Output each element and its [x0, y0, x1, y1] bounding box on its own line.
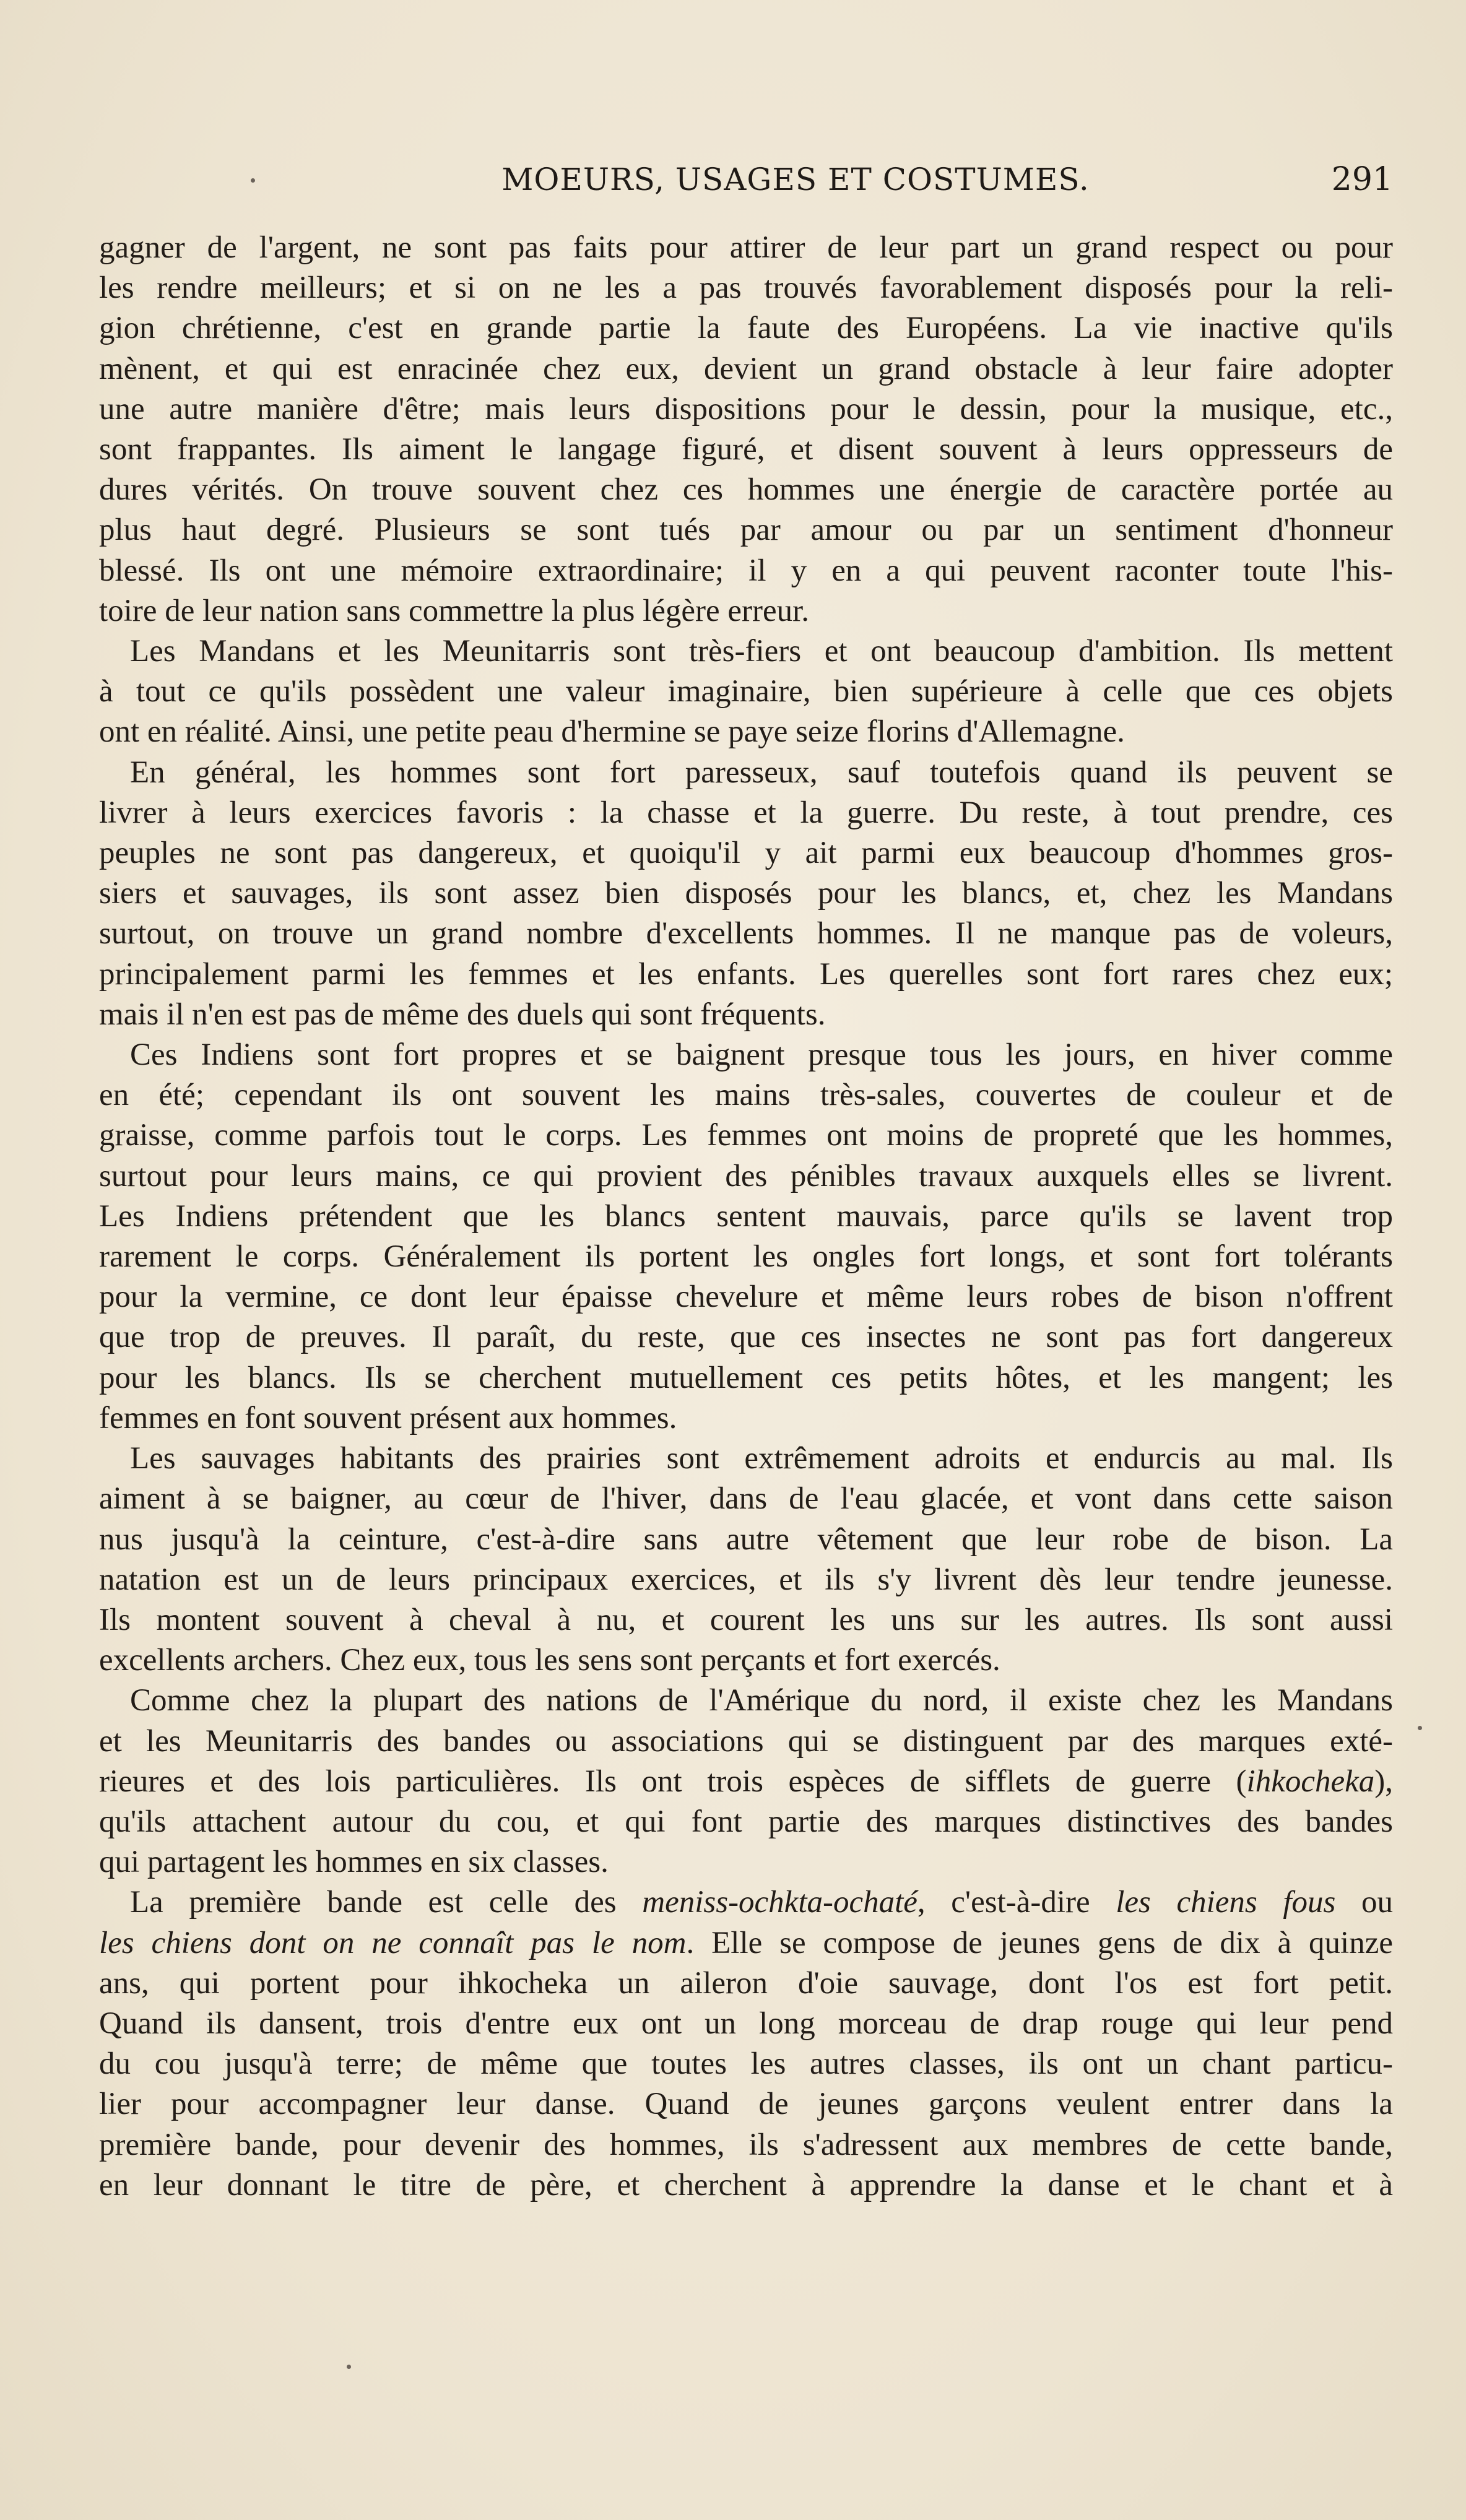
text-line: pour les blancs. Ils se cherchent mutuellement ces petits hôtes, et les mangent; les: [99, 1360, 1393, 1395]
text-line: Comme chez la plupart des nations de l'Amérique du nord, il existe chez les Mandans: [130, 1683, 1393, 1718]
text-line: Les sauvages habitants des prairies sont extrêmement adroits et endurcis au mal. Ils: [130, 1441, 1393, 1476]
text-line: blessé. Ils ont une mémoire extraordinaire; il y en a qui peuvent raconter toute l'his-: [99, 553, 1393, 588]
body-text: [99, 228, 1393, 2206]
text-line: Les Indiens prétendent que les blancs sentent mauvais, parce qu'ils se lavent trop: [99, 1198, 1393, 1234]
text-line: femmes en font souvent présent aux hommes.: [99, 1400, 677, 1435]
italic-term: les chiens dont on ne connaît pas le nom: [99, 1925, 687, 1960]
italic-term: ihkocheka: [1246, 1764, 1375, 1799]
text-line: première bande, pour devenir des hommes, ils s'adressent aux membres de cette bande,: [99, 2127, 1393, 2162]
text-line: rarement le corps. Généralement ils portent les ongles fort longs, et sont fort tolérants: [99, 1239, 1393, 1275]
text-line: surtout, on trouve un grand nombre d'excellents hommes. Il ne manque pas de voleurs,: [99, 916, 1393, 951]
text-line: ans, qui portent pour ihkocheka un aileron d'oie sauvage, dont l'os est fort petit.: [99, 1965, 1393, 2001]
text-line: peuples ne sont pas dangereux, et quoiqu'il y ait parmi eux beaucoup d'hommes gros-: [99, 836, 1393, 871]
text-line: surtout pour leurs mains, ce qui provient des pénibles travaux auxquels elles se livrent.: [99, 1158, 1393, 1193]
text-line: excellents archers. Chez eux, tous les sens sont perçants et fort exercés.: [99, 1643, 1000, 1678]
text-line-with-terms: [99, 1923, 1393, 1964]
text-line: pour la vermine, ce dont leur épaisse chevelure et même leurs robes de bison n'offrent: [99, 1279, 1393, 1315]
text-segment: La première bande est celle des: [130, 1885, 643, 1920]
paper-speck: [1418, 1726, 1422, 1730]
text-line: siers et sauvages, ils sont assez bien disposés pour les blancs, et, chez les Mandans: [99, 876, 1393, 911]
text-line: En général, les hommes sont fort paresseux, sauf toutefois quand ils peuvent se: [130, 755, 1393, 790]
paragraph-5: [99, 1439, 1393, 1681]
text-line: gion chrétienne, c'est en grande partie la faute des Européens. La vie inactive qu'ils: [99, 311, 1393, 346]
running-title: MOEURS, USAGES ET COSTUMES.: [501, 162, 1090, 197]
text-line: les rendre meilleurs; et si on ne les a pas trouvés favorablement disposés pour la reli-: [99, 271, 1393, 306]
text-line: gagner de l'argent, ne sont pas faits pour attirer de leur part un grand respect ou pour: [99, 230, 1393, 265]
text-line: et les Meunitarris des bandes ou associations qui se distinguent par des marques exté-: [99, 1723, 1393, 1759]
text-line-with-terms: [99, 1882, 1393, 1923]
text-segment: rieures et des lois particulières. Ils ont trois espèces de sifflets de guerre (: [99, 1764, 1247, 1799]
text-line-with-term: [99, 1762, 1393, 1802]
page-header: [99, 155, 1393, 204]
paragraph-4: [99, 1035, 1393, 1439]
text-line: lier pour accompagner leur danse. Quand de jeunes garçons veulent entrer dans la: [99, 2087, 1393, 2122]
text-line: aiment à se baigner, au cœur de l'hiver, dans de l'eau glacée, et vont dans cette saison: [99, 1481, 1393, 1517]
text-line: Ils montent souvent à cheval à nu, et courent les uns sur les autres. Ils sont aussi: [99, 1602, 1393, 1637]
text-line: mais il n'en est pas de même des duels qui sont fréquents.: [99, 997, 826, 1032]
text-line: sont frappantes. Ils aiment le langage figuré, et disent souvent à leurs oppresseurs de: [99, 432, 1393, 467]
text-line: nus jusqu'à la ceinture, c'est-à-dire sans autre vêtement que leur robe de bison. La: [99, 1522, 1393, 1557]
text-line: toire de leur nation sans commettre la plus légère erreur.: [99, 593, 810, 628]
text-line: natation est un de leurs principaux exercices, et ils s'y livrent dès leur tendre jeunesse.: [99, 1562, 1393, 1597]
text-line: livrer à leurs exercices favoris : la chasse et la guerre. Du reste, à tout prendre, ces: [99, 795, 1393, 830]
text-line: du cou jusqu'à terre; de même que toutes les autres classes, ils ont un chant particu-: [99, 2046, 1393, 2082]
text-segment: . Elle se compose de jeunes gens de dix à quinze: [686, 1925, 1393, 1960]
text-segment: ),: [1374, 1764, 1393, 1799]
text-segment: ou: [1335, 1885, 1393, 1920]
text-line: graisse, comme parfois tout le corps. Les femmes ont moins de propreté que les hommes,: [99, 1118, 1393, 1153]
text-line: qui partagent les hommes en six classes.: [99, 1845, 609, 1880]
text-line: plus haut degré. Plusieurs se sont tués par amour ou par un sentiment d'honneur: [99, 513, 1393, 548]
text-segment: , c'est-à-dire: [917, 1885, 1116, 1920]
text-line: dures vérités. On trouve souvent chez ces hommes une énergie de caractère portée au: [99, 472, 1393, 508]
text-line: que trop de preuves. Il paraît, du reste, que ces insectes ne sont pas fort dangereux: [99, 1320, 1393, 1355]
paragraph-2: [99, 631, 1393, 753]
italic-term: meniss-ochkta-ochaté: [642, 1885, 917, 1920]
text-line: en été; cependant ils ont souvent les mains très-sales, couvertes de couleur et de: [99, 1078, 1393, 1113]
text-line: qu'ils attachent autour du cou, et qui font partie des marques distinctives des bandes: [99, 1804, 1393, 1839]
paper-speck: [347, 2365, 351, 2369]
paragraph-3: [99, 753, 1393, 1035]
paragraph-6: [99, 1681, 1393, 1882]
italic-term: les chiens fous: [1116, 1885, 1336, 1920]
paragraph-1: [99, 228, 1393, 631]
text-line: Ces Indiens sont fort propres et se baignent presque tous les jours, en hiver comme: [130, 1037, 1393, 1073]
paper-speck: [251, 178, 255, 183]
text-line: principalement parmi les femmes et les enfants. Les querelles sont fort rares chez eux;: [99, 956, 1393, 992]
text-line: à tout ce qu'ils possèdent une valeur imaginaire, bien supérieure à celle que ces objets: [99, 674, 1393, 709]
text-line: mènent, et qui est enracinée chez eux, devient un grand obstacle à leur faire adopter: [99, 351, 1393, 386]
text-line: en leur donnant le titre de père, et cherchent à apprendre la danse et le chant et à: [99, 2167, 1393, 2202]
text-line: Quand ils dansent, trois d'entre eux ont un long morceau de drap rouge qui leur pend: [99, 2006, 1393, 2041]
paragraph-7: [99, 1882, 1393, 2206]
text-line: ont en réalité. Ainsi, une petite peau d'hermine se paye seize florins d'Allemagne.: [99, 714, 1125, 750]
text-line: Les Mandans et les Meunitarris sont très-fiers et ont beaucoup d'ambition. Ils mettent: [130, 634, 1393, 669]
text-line: une autre manière d'être; mais leurs dispositions pour le dessin, pour la musique, etc.,: [99, 391, 1393, 426]
page-number: 291: [1331, 161, 1393, 198]
